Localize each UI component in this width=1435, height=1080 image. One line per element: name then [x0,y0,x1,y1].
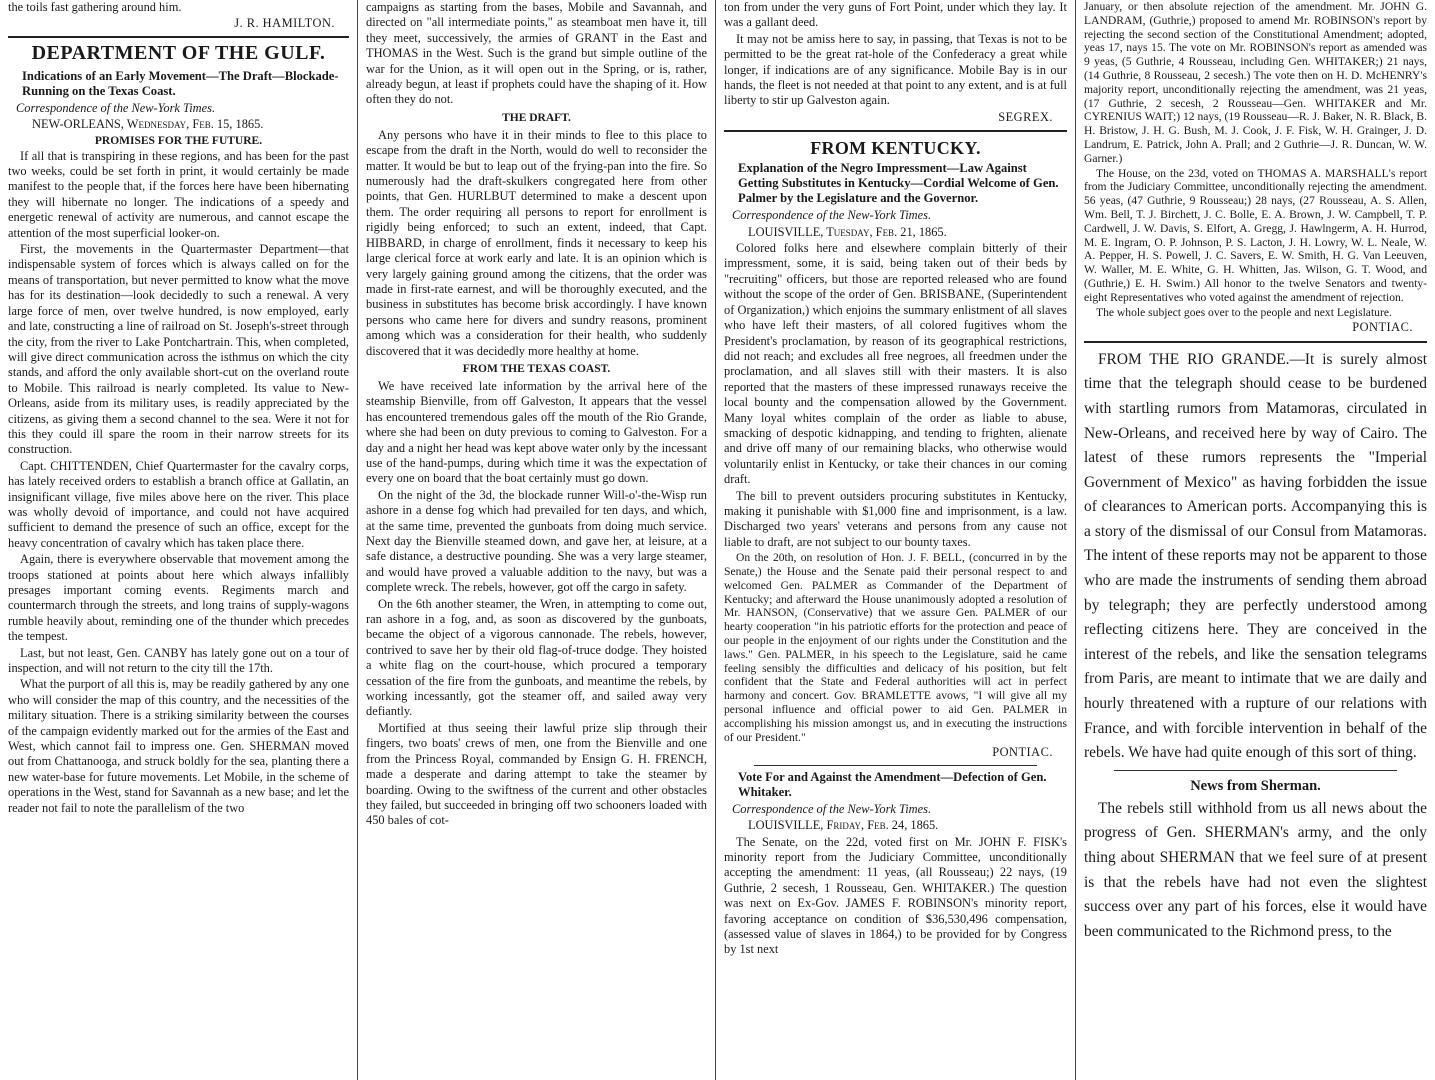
headline-news-from-sherman: News from Sherman. [1190,777,1321,794]
paragraph: We have received late information by the arrival here of the steamship Bienville, from off Galveston, It appears that the vessel has encountered tremendous gales off the mouth of the Rio Grande, where she had been on duty previous to coming to Galveston. For a day and a night her head was kept above water only by the incessant use of the hand-pumps, during which time it was the expectation of every one on board that the boat certainly must go down. [366,378,707,486]
paragraph: The whole subject goes over to the people and next Legislature. [1096,305,1392,319]
paragraph: On the 20th, on resolution of Hon. J. F. BELL, (concurred in by the Senate,) the House and the Senate paid their personal respect to and welcomed Gen. PALMER as Commander of the Department of Kentucky; and afterward the House unanimously adopted a resolution of Mr. HANSON, (Conservative) that we assure Gen. PALMER of our hearty cooperation "in his patriotic efforts for the protection and peace of our people in the enjoyment of our rights under the Constitution and the laws." Gen. PALMER, in his speech to the Legislature, said he came feeling sensibly the difficulties and delicacy of his position, but felt confident that the State and Federal authorities will act in perfect harmony and concert. Gov. BRAMLETTE avows, "I will give all my personal influence and official power to aid Gen. PALMER in accomplishing his mission amongst us, and in executing the instructions of our President." [724,551,1067,744]
signature: PONTIAC. [992,745,1053,760]
paragraph: Colored folks here and elsewhere complain bitterly of their impressment, some, it is said, being taken out of their beds by "recruiting" officers, but those are reported released who are found without the scope of the order of Gen. BRISBANE, (Superintendent of Organization,) which enjoins the summary enlistment of all slaves who have left their masters, of all colored fugitives whom the President's proclamation, by reason of its geographical restrictions, did not reach; and excludes all free negroes, all freedmen under the proclamation, and all slaves still with their masters. It is also reported that the masters of these impressed runaways receive the local bounty and the compensation allowed by the Government. Many loyal whites complain of the order as liable to abuse, smacking of despotic kidnapping, and tending to frighten, alienate and drive off many of our remaining blacks, who otherwise would voluntarily enlist in Kentucky, or take their chances in our coming draft. [724,241,1067,487]
paragraph: First, the movements in the Quartermaster Department—that indispensable system of forces which is always called on for the means of transportation, but never permitted to know what the move has for its destination—look decidedly to such a renewal. A very large force of men, over twelve hundred, is now employed, early and late, constructing a line of railroad on St. Joseph's-street through the city, from the river to Lake Pontchartrain. This, when completed, will give direct communication across the isthmus on which the city stands, and afford the only available short-cut on the overland route to Mobile. This railroad is nearly completed. Its value to New-Orleans, aside from its military uses, is readily appreciated by the citizens, as giving them a second channel to the sea. Were it not for this they could ill spare the room in their narrow streets for its construction. [8,242,349,457]
section-heading: FROM THE TEXAS COAST. [462,362,611,375]
headline-from-kentucky: FROM KENTUCKY. [810,138,981,159]
paragraph: campaigns as starting from the bases, Mobile and Savannah, and directed on "all intermediate points," as steamboat men have it, till they meet, successively, the armies of GRANT in the East and THOMAS in the West. Such is the grand but simple outline of the war for the Union, as it will open out in the Spring, or is, rather, already begun, at least if prophets could have the shaping of it. How often they do not. [366,0,707,107]
signature: PONTIAC. [1352,320,1413,335]
paragraph: On the 6th another steamer, the Wren, in attempting to come out, ran ashore in a fog, and, as soon as discovered by the gunboats, became the object of a vigorous cannonade. The rebels, however, contrived to save her by their old flag-of-truce dodge. They hoisted a white flag on the court-house, which procured a temporary cessation of the fire from the gunboats, and meantime the rebels, by working incessantly, got the steamer off, and sailed away very defiantly. [366,596,707,719]
correspondence-line: Correspondence of the New-York Times. [732,801,932,816]
paragraph: Last, but not least, Gen. CANBY has lately gone out on a tour of inspection, and will not return to the city till the 17th. [8,645,349,676]
divider [1114,770,1397,771]
dateline: NEW-ORLEANS, Wednesday, Feb. 15, 1865. [32,117,264,132]
subheadline: Vote For and Against the Amendment—Defection of Gen. Whitaker. [738,769,1047,799]
continued-text: the toils fast gathering around him. [8,0,182,14]
sherman-article [1084,797,1427,945]
signature: J. R. HAMILTON. [234,16,335,31]
section-heading: PROMISES FOR THE FUTURE. [94,134,263,147]
divider [1084,341,1427,343]
headline-department-of-the-gulf: DEPARTMENT OF THE GULF. [8,36,349,65]
paragraph-body: —It is surely almost time that the telegraph should cease to be burdened with startling rumors from Matamoras, circulated in New-Orleans, and received here by way of Cairo. The latest of these rumors represents the "Imperial Government of Mexico" as having forbidden the issue of clearances to American ports. Accompanying this is a story of the dismissal of our Consul from Matamoras. The intent of these reports may not be apparent to those who are made the instruments of sending them abroad by telegraph; they are perfectly understood among reflecting citizens here. They are conceived in the interest of the rebels, and like the sensation telegrams from Paris, are meant to intimate that we are daily and hourly threatened with a rupture of our relations with France, and with forcible intervention in behalf of the rebels. We have had quite enough of this sort of thing. [1084,350,1427,762]
divider [754,765,1037,766]
subheadline: Explanation of the Negro Impressment—Law Against Getting Substitutes in Kentucky—Cordial Welcome of Gen. Palmer by the Legislature and the Governor. [738,161,1059,206]
correspondence-line: Correspondence of the New-York Times. [732,208,932,223]
paragraph: The House, on the 23d, voted on THOMAS A. MARSHALL's report from the Judiciary Committee, unconditionally rejecting the amendment. 56 yeas, (47 Guthrie, 9 Rousseau;) 28 nays, (27 Rousseau, A. S. Allen, Wm. Bell, T. J. Birchett, J. C. Bolle, E. A. Brown, J. W. Campbell, T. P. Cardwell, J. W. Davis, S. Elfort, A. Gregg, J. Hawlngerm, A. H. Hurrod, M. E. Ingram, O. P. Johnson, P. S. Lacton, J. H. Lowry, W. L. Neale, W. A. Pepper, H. S. Powell, J. C. Savers, E. W. Smith, H. G. Van Leeuven, W. Waller, M. E. White, G. H. Whitten, Jas. Wilson, G. T. Wood, and (Guthrie,) E. H. Swim.) All honor to the twelve Senators and twenty-eight Representatives who voted against the amendment of rejection. [1084,166,1427,304]
paragraph: ton from under the very guns of Fort Point, under which they lay. It was a gallant deed. [724,0,1067,30]
paragraph: Any persons who have it in their minds to flee to this place to escape from the draft in the North, would do well to reconsider the matter. It would be but to leap out of the frying-pan into the fire. So numerously had the draft-skulkers congregated here from other points, that Gen. HURLBUT determined to make a descent upon them. The order requiring all persons to report for enrollment is rigidly being enforced; to such an extent, indeed, that Capt. HIBBARD, in charge of enrollment, finds it necessary to keep his large clerical force at work early and late. It is an opinion which is very largely gaining ground among the citizens, that the order was made in first-rate earnest, and will be thoroughly executed, and the business in substitutes has become brisk accordingly. I have known persons who came here for divers and sundry reasons, prominent among which was a consideration for their health, who suddenly discovered that it was decidedly more healthy at home. [366,127,707,358]
column-4 [1075,0,1435,1080]
column-3 [715,0,1075,1080]
paragraph: What the purport of all this is, may be readily gathered by any one who will consider the map of this country, and the necessities of the military situation. There is a striking similarity between the courses of the campaign evidently marked out for the armies of the East and West, which cannot fail to impress one. Gen. SHERMAN moved out from Chattanooga, and struck boldly for the sea, planting there a new water-base for future movements. Let Mobile, in the scheme of operations in the West, stand for Savannah as a new base; and let the reader not fail to note the parallelism of the two [8,677,349,815]
paragraph: Mortified at thus seeing their lawful prize slip through their fingers, two boats' crews of men, one from the Bienville and one from the Princess Royal, commanded by Ensign G. H. FRENCH, made a desperate and daring attempt to take the steamer by boarding. Owing to the swiftness of the current and other obstacles they failed, but succeeded in bringing off two schooners loaded with 450 bales of cot- [366,720,707,828]
paragraph [1084,348,1427,766]
column-2 [357,0,715,1080]
dateline: LOUISVILLE, Tuesday, Feb. 21, 1865. [748,224,947,239]
column-1 [0,0,357,1080]
paragraph: January, or then absolute rejection of the amendment. Mr. JOHN G. LANDRAM, (Guthrie,) proposed to amend Mr. ROBINSON's report by rejecting the second section of the Constitutional Amendment; adopted, yeas 17, nays 15. The vote on Mr. ROBINSON's report as amended was 9 yeas, (5 Guthrie, 4 Rousseau, including Gen. WHITAKER;) 21 nays, (14 Guthrie, 8 Rousseau, 2 secesh.) The vote then on H. D. McHENRY's majority report, unconditionally rejecting the amendment, was 21 yeas, (17 Guthrie, 2 secesh, 2 Rousseau—Gen. WHITAKER and Mr. CYRENIUS WAIT;) 12 nays, (19 Rousseau—R. J. Baker, N. R. Black, B. H. Bristow, J. H. G. Bush, M. J. Cook, J. F. Fisk, W. H. Grainger, J. D. Landrum, E. Patrick, John A. Prall; and 2 Guthrie—J. R. Duncan, W. W. Garner.) [1084,0,1427,165]
correspondence-line: Correspondence of the New-York Times. [16,100,216,115]
paragraph: The rebels still withhold from us all news about the progress of Gen. SHERMAN's army, and the only thing about SHERMAN that we feel sure of at present is that the rebels have had not even the slightest success over any part of his forces, else it would have been communicated to the Richmond press, to the [1084,799,1427,940]
paragraph: Again, there is everywhere observable that movement among the troops stationed at points about here which always infallibly presages important coming events. Regiments march and countermarch through the streets, and long trains of supply-wagons rumble heavily about, reminding one of the thunder which precedes the tempest. [8,552,349,644]
rio-grande-article [1084,348,1427,766]
paragraph: Capt. CHITTENDEN, Chief Quartermaster for the cavalry corps, has lately received orders to establish a branch office at Gallatin, an insignificant village, five miles above here on the river. This place was wholly devoid of importance, and could not have acquired sufficient to demand the presence of such an office, except for the heavy concentration of cavalry which has taken place there. [8,458,349,550]
section-heading: THE DRAFT. [502,111,571,124]
paragraph: The Senate, on the 22d, voted first on Mr. JOHN F. FISK's minority report from the Judiciary Committee, unconditionally accepting the amendment: 11 yeas, (all Rousseau;) 22 nays, (19 Guthrie, 2 secesh, 1 Rousseau, Gen. WHITAKER.) The question was next on Ex-Gov. JAMES F. ROBINSON's minority report, favoring acceptance on condition of $36,530,496 compensation, (assessed value of slaves in 1864,) to be provided for by Congress by 1st next [724,834,1067,957]
subheadline: Indications of an Early Movement—The Draft—Blockade-Running on the Texas Coast. [22,68,339,98]
divider [724,130,1067,132]
paragraph: It may not be amiss here to say, in passing, that Texas is not to be permitted to be the great rat-hole of the Confederacy a great while longer, if indications are of any significance. Mobile Bay is in our hands, the fleet is not needed at that point to any extent, and is at full liberty to stir up Galveston again. [724,31,1067,108]
paragraph: On the night of the 3d, the blockade runner Will-o'-the-Wisp run ashore in a dense fog which had prevailed for ten days, and which, at the same time, prevented the gunboats from doing much service. Next day the Bienville steamed down, and gave her, at leisure, at a safe distance, a destructive pounding. She was a very large steamer, and would have proved a valuable addition to the navy, but was a complete wreck. The rebels, however, got off the cargo in safety. [366,487,707,595]
lead-in: FROM THE RIO GRANDE. [1098,350,1290,368]
signature: SEGREX. [998,109,1053,124]
paragraph: If all that is transpiring in these regions, and has been for the past two weeks, could be set forth in print, it would certainly be made manifest to the people that, if the forces here have been hibernating they will hibernate no longer. The indications of a speedy and energetic renewal of activity are numerous, and cannot escape the attention of the most superficial looker-on. [8,148,349,240]
paragraph: The bill to prevent outsiders procuring substitutes in Kentucky, making it punishable with $1,000 fine and imprisonment, is a law. Discharged two years' veterans and persons from any cause not liable to draft, are not subject to our bounty taxes. [724,488,1067,549]
dateline: LOUISVILLE, Friday, Feb. 24, 1865. [748,818,939,833]
